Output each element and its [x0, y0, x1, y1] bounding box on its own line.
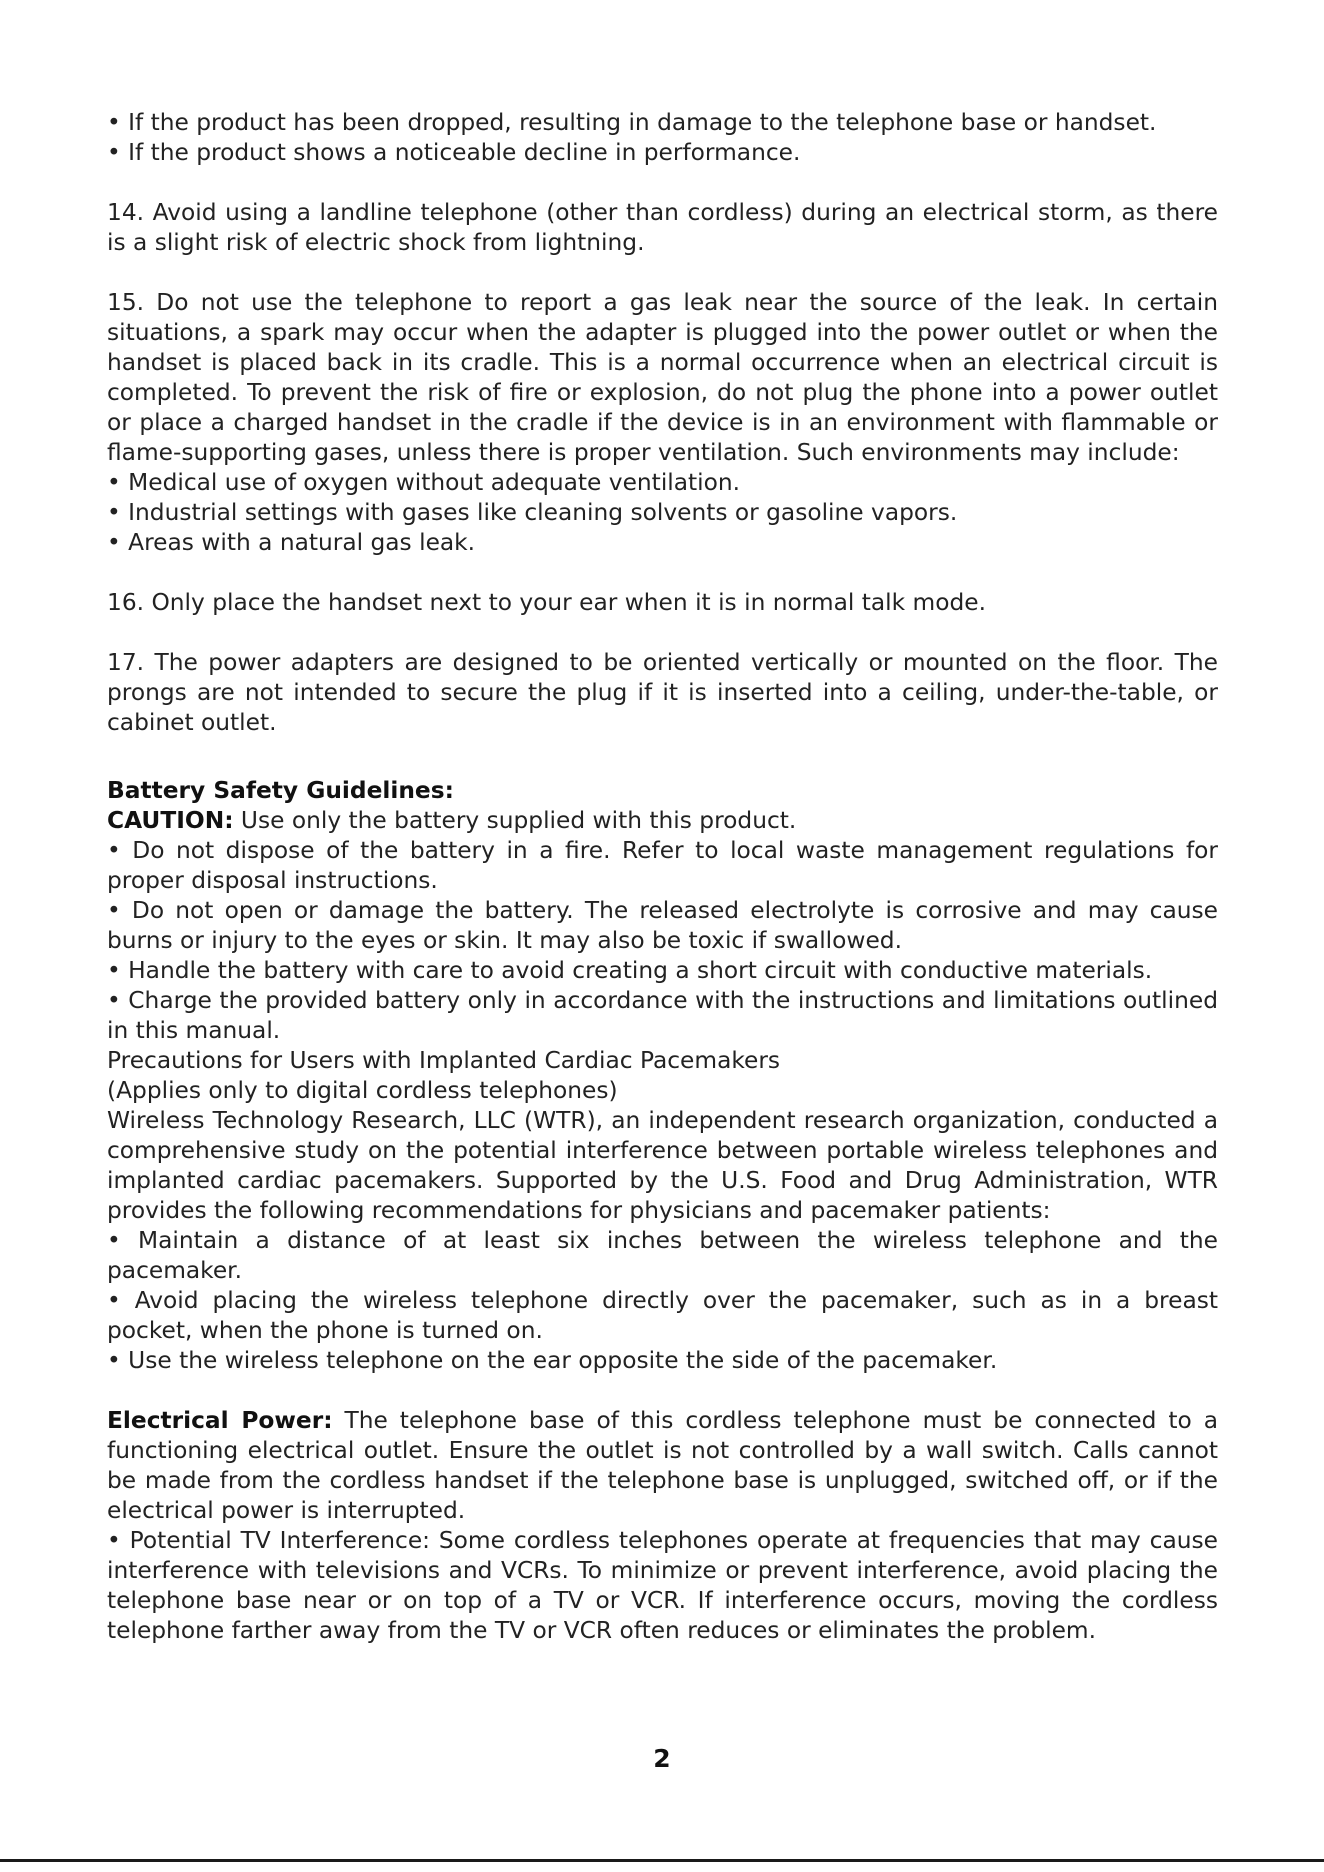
battery-bullet-open: • Do not open or damage the battery. The released electrolyte is corrosive and may cause burns or injury to the eyes or skin. It may also be toxic if swallowed.	[107, 897, 1218, 954]
battery-heading-text: Battery Safety Guidelines:	[107, 777, 454, 804]
item-17: 17. The power adapters are designed to be oriented vertically or mounted on the floor. The prongs are not intended to secure the plug if it is inserted into a ceiling, under-the-table, or cabinet outlet.	[107, 649, 1218, 736]
page-number: 2	[653, 1744, 671, 1773]
caution-label: CAUTION:	[107, 807, 234, 834]
item-15-bullet-oxygen: • Medical use of oxygen without adequate ventilation.	[107, 469, 741, 496]
bottom-divider	[0, 1859, 1324, 1862]
caution-line	[107, 806, 1217, 836]
item-15-bullet-gas-leak: • Areas with a natural gas leak.	[107, 529, 476, 556]
pacemaker-text: Wireless Technology Research, LLC (WTR), an independent research organization, conducted a comprehensive study on the potential interference between portable wireless telephones and implanted cardiac pacemakers. Supported by the U.S. Food and Drug Administration, WTR provides the following recommendations for physicians and pacemaker patients:	[107, 1107, 1218, 1224]
pacemaker-subtitle: (Applies only to digital cordless telephones)	[107, 1077, 618, 1104]
bullet-performance: • If the product shows a noticeable decline in performance.	[107, 139, 801, 166]
item-14: 14. Avoid using a landline telephone (other than cordless) during an electrical storm, as there is a slight risk of electric shock from lightning.	[107, 199, 1218, 256]
tv-interference-bullet: • Potential TV Interference: Some cordless telephones operate at frequencies that may cause interference with televisions and VCRs. To minimize or prevent interference, avoid placing the telephone base near or on top of a TV or VCR. If interference occurs, moving the cordless telephone farther away from the TV or VCR often reduces or eliminates the problem.	[107, 1527, 1218, 1644]
battery-bullet-charge: • Charge the provided battery only in accordance with the instructions and limitations outlined in this manual.	[107, 987, 1218, 1044]
item-16: 16. Only place the handset next to your ear when it is in normal talk mode.	[107, 589, 987, 616]
electrical-power-paragraph	[107, 1406, 1218, 1526]
caution-text: Use only the battery supplied with this product.	[233, 807, 797, 834]
manual-page	[107, 108, 1217, 1646]
pacemaker-bullet-distance: • Maintain a distance of at least six inches between the wireless telephone and the pacemaker.	[107, 1227, 1218, 1284]
item-15-bullet-industrial: • Industrial settings with gases like cleaning solvents or gasoline vapors.	[107, 499, 958, 526]
pacemaker-title: Precautions for Users with Implanted Cardiac Pacemakers	[107, 1047, 781, 1074]
battery-bullet-short-circuit: • Handle the battery with care to avoid creating a short circuit with conductive materials.	[107, 957, 1153, 984]
battery-bullet-fire: • Do not dispose of the battery in a fire. Refer to local waste management regulations for proper disposal instructions.	[107, 837, 1218, 894]
pacemaker-bullet-pocket: • Avoid placing the wireless telephone directly over the pacemaker, such as in a breast pocket, when the phone is turned on.	[107, 1287, 1218, 1344]
pacemaker-bullet-ear: • Use the wireless telephone on the ear opposite the side of the pacemaker.	[107, 1347, 998, 1374]
electrical-power-label: Electrical Power:	[107, 1407, 333, 1434]
battery-heading	[107, 776, 1217, 806]
electrical-power-text: The telephone base of this cordless telephone must be connected to a functioning electrical outlet. Ensure the outlet is not controlled by a wall switch. Calls cannot be made from the cordless handset if the telephone base is unplugged, switched off, or if the electrical power is interrupted.	[107, 1407, 1218, 1524]
item-15: 15. Do not use the telephone to report a gas leak near the source of the leak. In certain situations, a spark may occur when the adapter is plugged into the power outlet or when the handset is placed back in its cradle. This is a normal occurrence when an electrical circuit is completed. To prevent the risk of fire or explosion, do not plug the phone into a power outlet or place a charged handset in the cradle if the device is in an environment with flammable or flame-supporting gases, unless there is proper ventilation. Such environments may include:	[107, 289, 1218, 466]
bullet-dropped: • If the product has been dropped, resulting in damage to the telephone base or handset.	[107, 109, 1157, 136]
